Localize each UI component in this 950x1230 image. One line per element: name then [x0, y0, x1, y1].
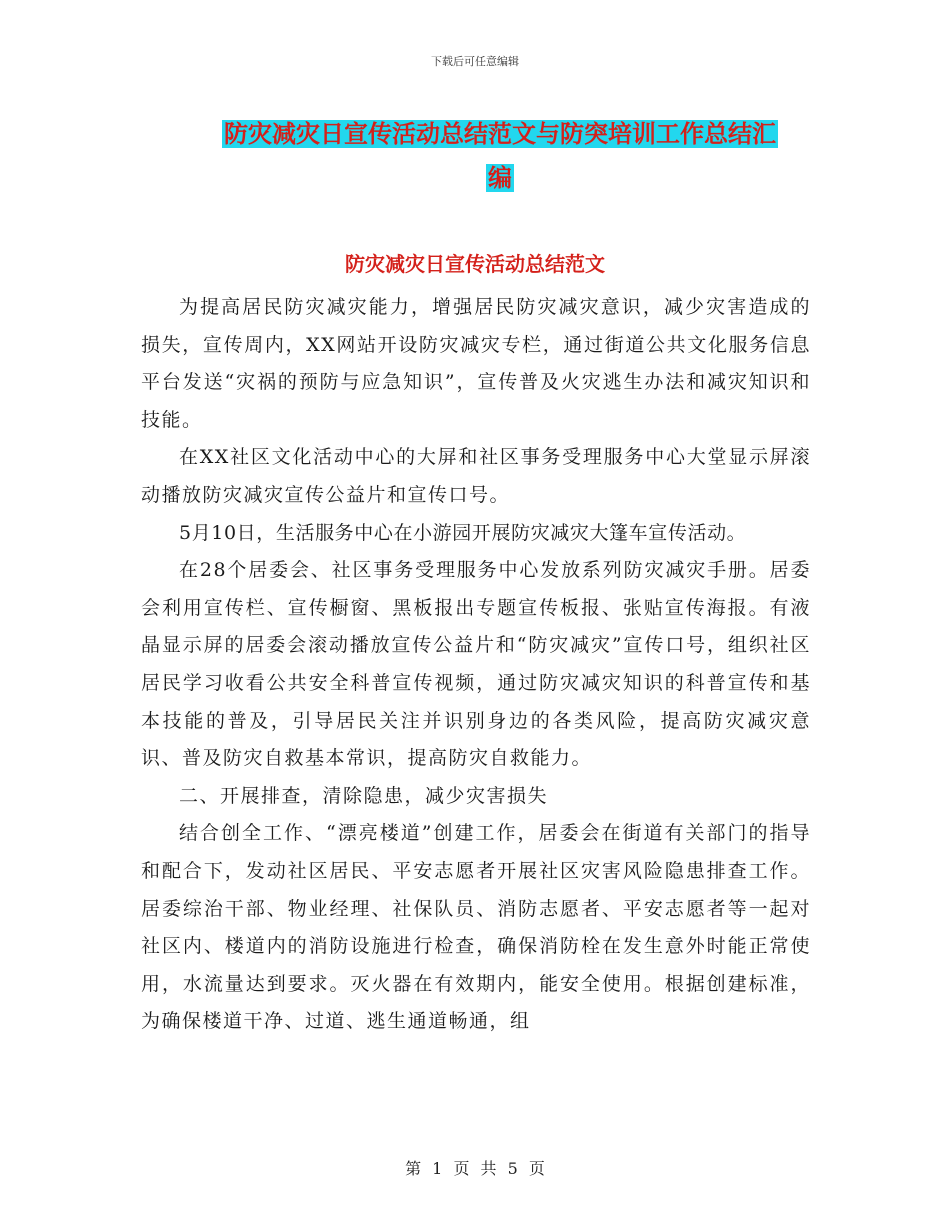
- section-title: 防灾减灾日宣传活动总结范文: [345, 252, 605, 276]
- section-heading: 二、开展排查，清除隐患，减少灾害损失: [179, 784, 549, 807]
- paragraph: 在XX社区文化活动中心的大屏和社区事务受理服务中心大堂显示屏滚动播放防灾减灾宣传公益片和宣传口号。: [141, 446, 811, 506]
- paragraph: 在28个居委会、社区事务受理服务中心发放系列防灾减灾手册。居委会利用宣传栏、宣传橱窗、黑板报出专题宣传板报、张贴宣传海报。有液晶显示屏的居委会滚动播放宣传公益片和“防灾减灾”宣传口号，组织社区居民学习收看公共安全科普宣传视频，通过防灾减灾知识的科普宣传和基本技能的普及，引导居民关注并识别身边的各类风险，提高防灾减灾意识、普及防灾自救基本常识，提高防灾自救能力。: [141, 559, 811, 770]
- document-title: [140, 112, 860, 200]
- page-number: 第 1 页 共 5 页: [405, 1159, 545, 1178]
- paragraph: 为提高居民防灾减灾能力，增强居民防灾减灾意识，减少灾害造成的损失，宣传周内，XX网站开设防灾减灾专栏，通过街道公共文化服务信息平台发送“灾祸的预防与应急知识”，宣传普及火灾逃生办法和减灾知识和技能。: [141, 296, 811, 431]
- title-line-1: 防灾减灾日宣传活动总结范文与防突培训工作总结汇: [224, 120, 776, 148]
- paragraph: 5月10日，生活服务中心在小游园开展防灾减灾大篷车宣传活动。: [179, 521, 747, 544]
- body-text: [141, 289, 811, 1041]
- paragraph: 结合创全工作、“漂亮楼道”创建工作，居委会在街道有关部门的指导和配合下，发动社区居民、平安志愿者开展社区灾害风险隐患排查工作。居委综治干部、物业经理、社保队员、消防志愿者、平安志愿者等一起对社区内、楼道内的消防设施进行检查，确保消防栓在发生意外时能正常使用，水流量达到要求。灭火器在有效期内，能安全使用。根据创建标准，为确保楼道干净、过道、逃生通道畅通，组: [141, 822, 811, 1033]
- header-note: 下载后可任意编辑: [431, 55, 519, 68]
- title-line-2: 编: [488, 164, 512, 192]
